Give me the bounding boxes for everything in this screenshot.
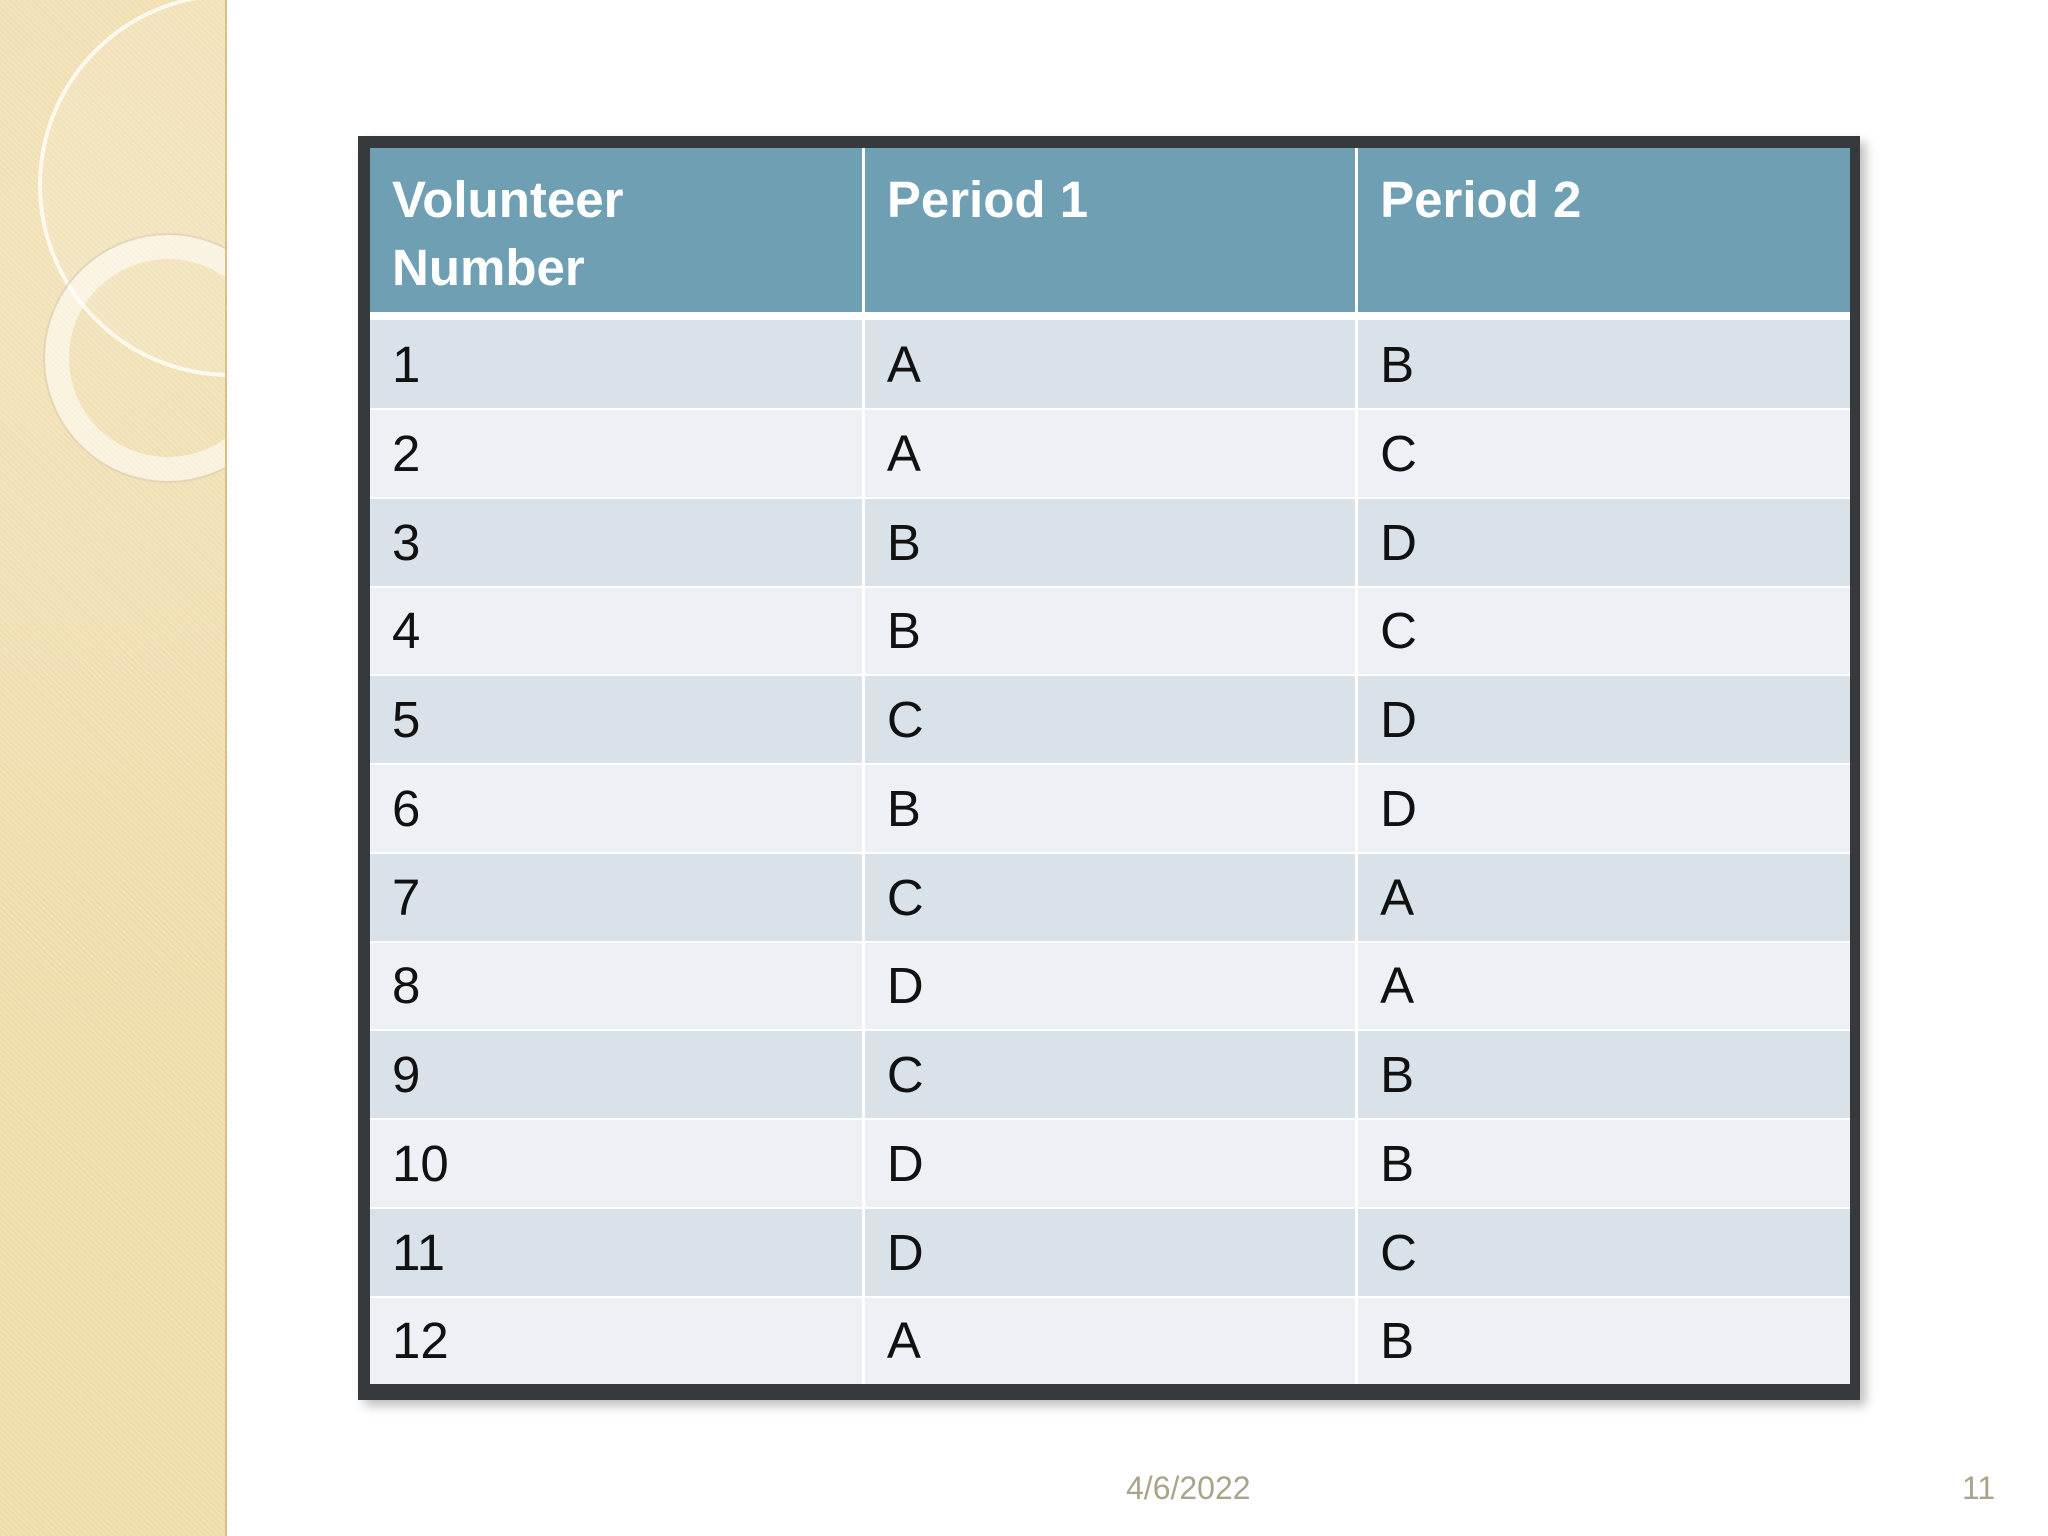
- cell-volunteer-number: 3: [370, 498, 863, 587]
- volunteer-period-table: [370, 148, 1850, 1384]
- header-period-2: Period 2: [1357, 148, 1850, 316]
- header-volunteer-number-line2: Number: [392, 239, 585, 296]
- table-row: [370, 587, 1850, 676]
- header-period-1: Period 1: [863, 148, 1356, 316]
- cell-period-1: A: [863, 1297, 1356, 1384]
- cell-period-2: B: [1357, 1297, 1850, 1384]
- cell-volunteer-number: 11: [370, 1208, 863, 1297]
- cell-period-1: A: [863, 409, 1356, 498]
- cell-period-2: D: [1357, 498, 1850, 587]
- table-row: [370, 1297, 1850, 1384]
- table-row: [370, 853, 1850, 942]
- cell-period-1: B: [863, 764, 1356, 853]
- cell-period-1: C: [863, 853, 1356, 942]
- cell-period-2: C: [1357, 409, 1850, 498]
- cell-period-1: D: [863, 942, 1356, 1031]
- cell-period-2: B: [1357, 316, 1850, 409]
- table-row: [370, 409, 1850, 498]
- cell-period-1: B: [863, 587, 1356, 676]
- slide-number: 11: [1962, 1470, 1996, 1506]
- table-header-row: [370, 148, 1850, 316]
- cell-period-2: D: [1357, 675, 1850, 764]
- cell-period-2: A: [1357, 853, 1850, 942]
- footer-date: 4/6/2022: [1126, 1470, 1251, 1506]
- cell-volunteer-number: 10: [370, 1119, 863, 1208]
- cell-period-1: D: [863, 1119, 1356, 1208]
- cell-volunteer-number: 1: [370, 316, 863, 409]
- cell-period-2: C: [1357, 1208, 1850, 1297]
- header-volunteer-number-line1: Volunteer: [392, 171, 624, 228]
- cell-period-2: C: [1357, 587, 1850, 676]
- table-row: [370, 1119, 1850, 1208]
- cell-volunteer-number: 5: [370, 675, 863, 764]
- cell-period-1: B: [863, 498, 1356, 587]
- cell-period-1: C: [863, 1030, 1356, 1119]
- cell-volunteer-number: 4: [370, 587, 863, 676]
- table-row: [370, 316, 1850, 409]
- cell-volunteer-number: 8: [370, 942, 863, 1031]
- cell-volunteer-number: 7: [370, 853, 863, 942]
- cell-period-2: A: [1357, 942, 1850, 1031]
- table-frame: [358, 136, 1860, 1400]
- cell-period-1: A: [863, 316, 1356, 409]
- table-row: [370, 675, 1850, 764]
- cell-volunteer-number: 9: [370, 1030, 863, 1119]
- cell-period-2: B: [1357, 1119, 1850, 1208]
- decorative-side-panel: [0, 0, 227, 1536]
- cell-volunteer-number: 12: [370, 1297, 863, 1384]
- side-panel-edge: [225, 0, 227, 1536]
- cell-period-1: D: [863, 1208, 1356, 1297]
- cell-period-2: D: [1357, 764, 1850, 853]
- table-row: [370, 498, 1850, 587]
- cell-volunteer-number: 6: [370, 764, 863, 853]
- table-row: [370, 1030, 1850, 1119]
- cell-period-1: C: [863, 675, 1356, 764]
- decorative-rings: [0, 0, 227, 1536]
- table-row: [370, 764, 1850, 853]
- table-row: [370, 1208, 1850, 1297]
- table-row: [370, 942, 1850, 1031]
- cell-period-2: B: [1357, 1030, 1850, 1119]
- header-volunteer-number: [370, 148, 863, 316]
- cell-volunteer-number: 2: [370, 409, 863, 498]
